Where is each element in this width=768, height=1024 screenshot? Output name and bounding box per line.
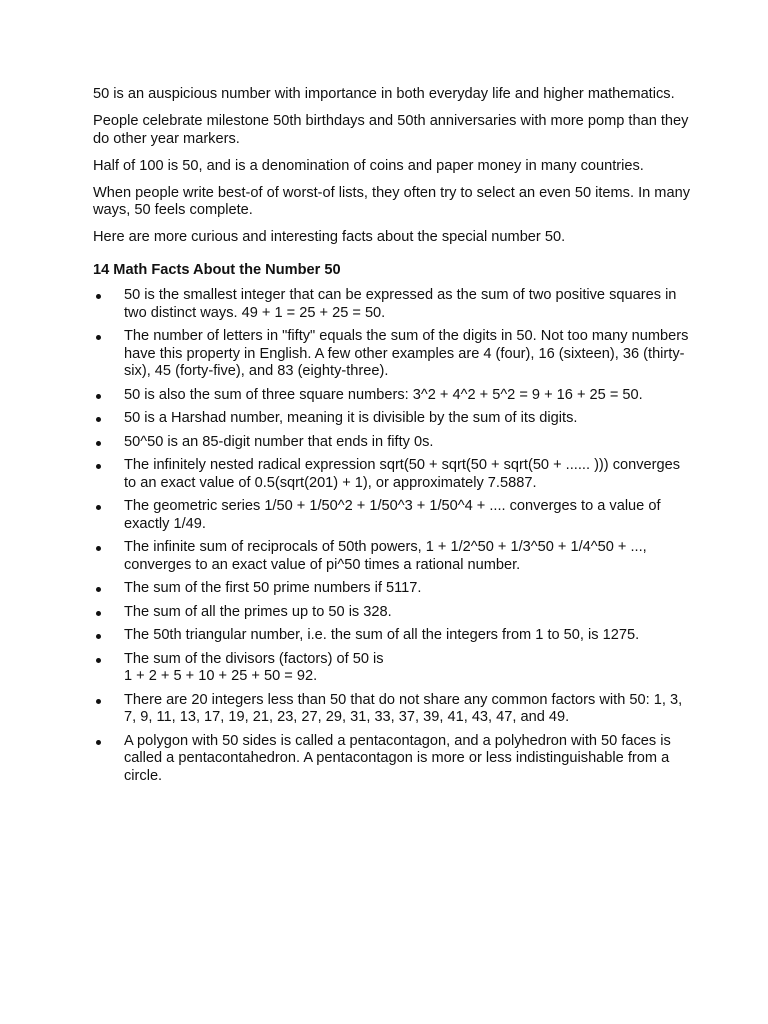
facts-list	[93, 287, 693, 785]
bullet-icon	[96, 546, 101, 551]
fact-text: The number of letters in "fifty" equals the sum of the digits in 50. Not too many numbers have this property in English. A few other examples are 4 (four), 16 (sixteen), 36 (thirty-six), 45 (forty-five), and 83 (eighty-three).	[124, 328, 689, 379]
fact-text: The sum of all the primes up to 50 is 328.	[124, 603, 392, 620]
fact-text: 50 is also the sum of three square numbers: 3^2 + 4^2 + 5^2 = 9 + 16 + 25 = 50.	[124, 386, 643, 403]
fact-text: The infinite sum of reciprocals of 50th powers, 1 + 1/2^50 + 1/3^50 + 1/4^50 + ..., converges to an exact value of pi^50 times a rational number.	[124, 539, 647, 573]
bullet-icon	[96, 740, 101, 745]
bullet-icon	[96, 634, 101, 639]
fact-text: The sum of the first 50 prime numbers if 5117.	[124, 580, 422, 596]
list-item	[93, 692, 693, 727]
fact-text: There are 20 integers less than 50 that do not share any common factors with 50: 1, 3, 7, 9, 11, 13, 17, 19, 21, 23, 27, 29, 31, 33, 37, 39, 41, 43, 47, and 49.	[124, 691, 683, 725]
list-item	[93, 410, 693, 428]
fact-text: The sum of the divisors (factors) of 50 is 1 + 2 + 5 + 10 + 25 + 50 = 92.	[124, 650, 384, 684]
list-item	[93, 627, 693, 645]
fact-text: 50^50 is an 85-digit number that ends in fifty 0s.	[124, 433, 434, 450]
intro-paragraph: Here are more curious and interesting facts about the special number 50.	[93, 229, 566, 245]
intro-paragraph: People celebrate milestone 50th birthdays and 50th anniversaries with more pomp than they do other year markers.	[93, 113, 689, 147]
list-item	[93, 387, 693, 405]
bullet-icon	[96, 505, 101, 510]
list-item	[93, 457, 693, 492]
intro-paragraph: Half of 100 is 50, and is a denomination of coins and paper money in many countries.	[93, 157, 644, 174]
fact-text: A polygon with 50 sides is called a pentacontagon, and a polyhedron with 50 faces is called a pentacontahedron. A pentacontagon is more or less indistinguishable from a circle.	[124, 732, 671, 784]
bullet-icon	[96, 335, 101, 340]
bullet-icon	[96, 464, 101, 469]
intro-paragraph: 50 is an auspicious number with importance in both everyday life and higher mathematics.	[93, 86, 675, 102]
intro-paragraph: When people write best-of of worst-of lists, they often try to select an even 50 items. In many ways, 50 feels complete.	[93, 184, 690, 218]
fact-text: The 50th triangular number, i.e. the sum of all the integers from 1 to 50, is 1275.	[124, 627, 640, 643]
list-item	[93, 434, 693, 452]
list-item	[93, 733, 693, 786]
bullet-icon	[96, 417, 101, 422]
list-item	[93, 651, 693, 686]
bullet-icon	[96, 587, 101, 592]
list-item	[93, 580, 693, 598]
fact-text: 50 is the smallest integer that can be expressed as the sum of two positive squares in two distinct ways. 49 + 1 = 25 + 25 = 50.	[124, 287, 677, 321]
section-heading: 14 Math Facts About the Number 50	[93, 261, 341, 278]
bullet-icon	[96, 658, 101, 663]
list-item	[93, 604, 693, 622]
list-item	[93, 287, 693, 322]
bullet-icon	[96, 294, 101, 299]
bullet-icon	[96, 441, 101, 446]
bullet-icon	[96, 611, 101, 616]
fact-text: The infinitely nested radical expression sqrt(50 + sqrt(50 + sqrt(50 + ...... ))) converges to an exact value of 0.5(sqrt(201) + 1), or approximately 7.5887.	[124, 457, 681, 491]
list-item	[93, 328, 693, 381]
list-item	[93, 539, 693, 574]
fact-text: The geometric series 1/50 + 1/50^2 + 1/50^3 + 1/50^4 + .... converges to a value of exactly 1/49.	[124, 498, 661, 532]
bullet-icon	[96, 699, 101, 704]
bullet-icon	[96, 394, 101, 399]
document-page	[93, 86, 693, 791]
list-item	[93, 498, 693, 533]
fact-text: 50 is a Harshad number, meaning it is divisible by the sum of its digits.	[124, 410, 578, 426]
